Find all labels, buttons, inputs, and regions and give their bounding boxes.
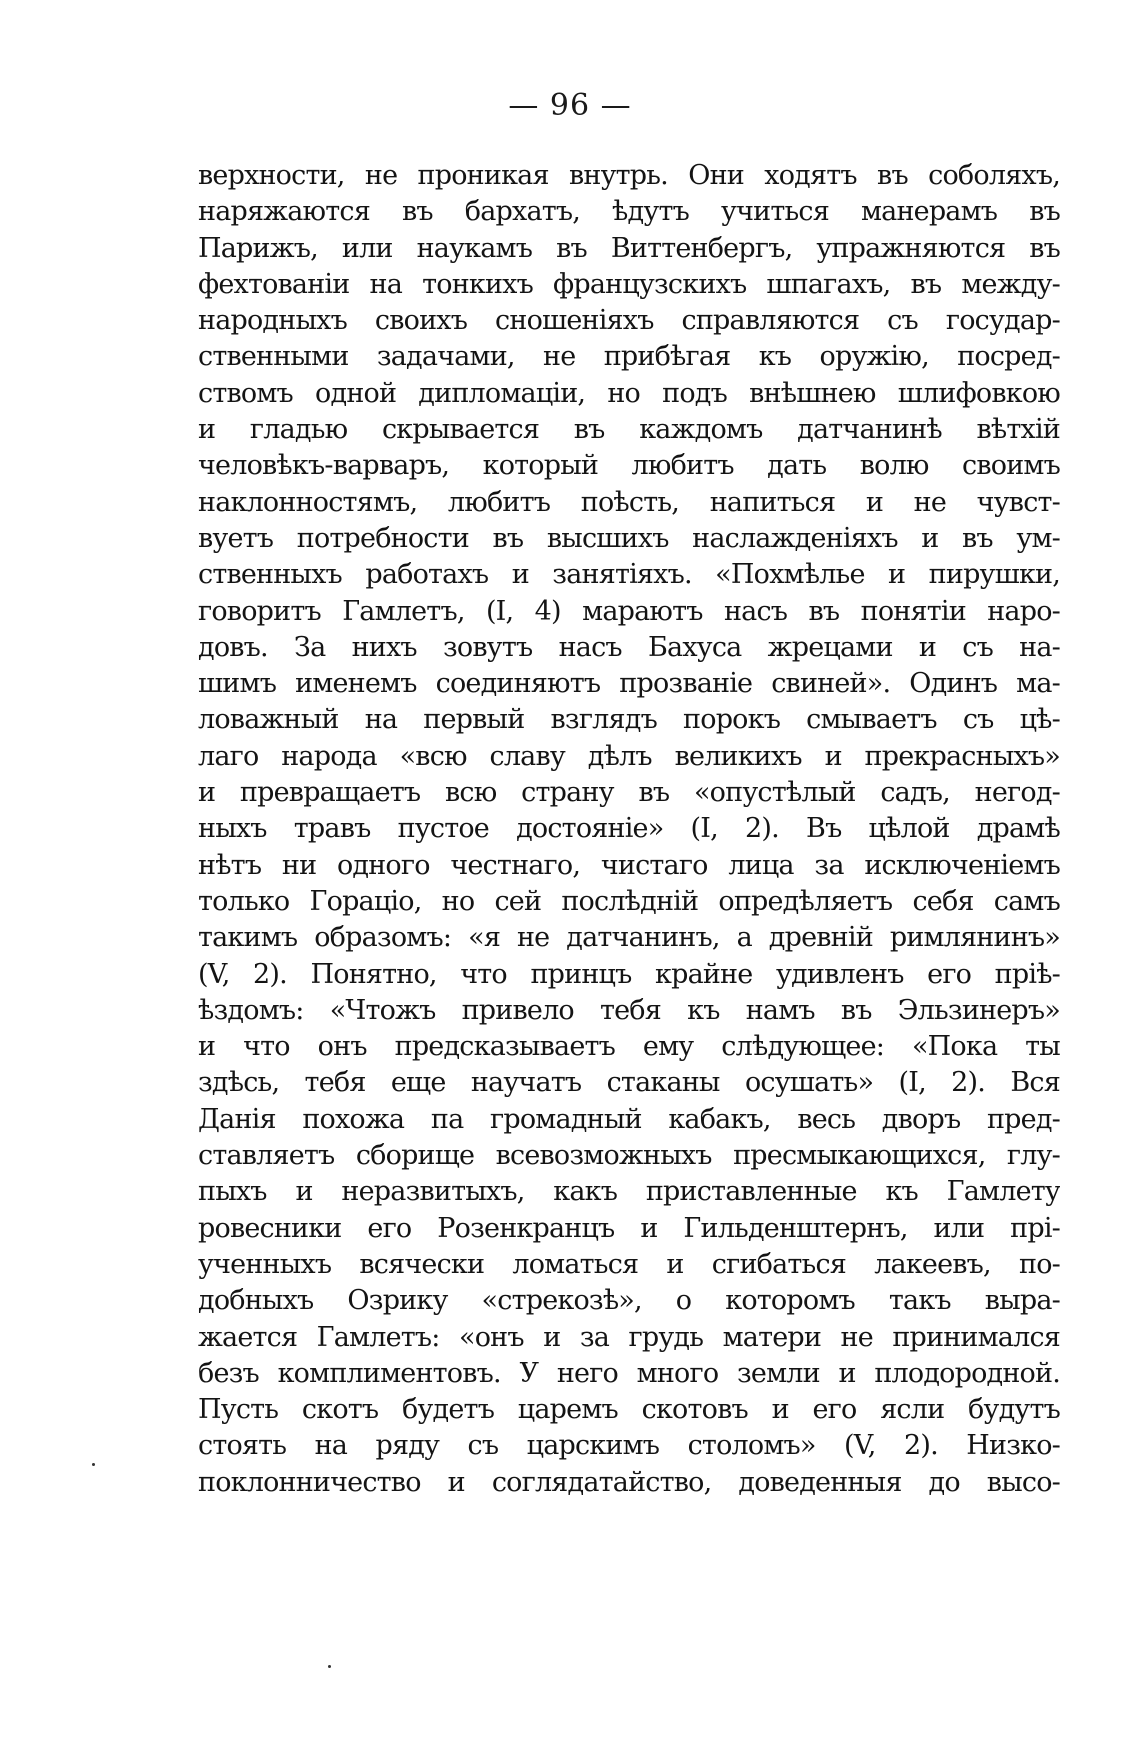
text-line: ствомъ одной дипломаціи, но подъ внѣшнею шлифовкою (198, 377, 1060, 409)
scan-speck (92, 1463, 95, 1466)
text-line: поклонничество и соглядатайство, доведенныя до высо- (198, 1466, 1060, 1498)
text-line: (V, 2). Понятно, что принцъ крайне удивленъ его пріѣ- (198, 958, 1060, 990)
text-line: пыхъ и неразвитыхъ, какъ приставленные къ Гамлету (198, 1176, 1060, 1208)
text-line: Парижъ, или наукамъ въ Виттенбергъ, упражняются въ (198, 232, 1060, 264)
text-line: наряжаются въ бархатъ, ѣдутъ учиться манерамъ въ (198, 196, 1060, 228)
text-line: человѣкъ-варваръ, который любитъ дать волю своимъ (198, 450, 1060, 482)
body-text (198, 158, 1060, 1501)
text-line: ловажный на первый взглядъ порокъ смываетъ съ цѣ- (198, 704, 1060, 736)
text-line: и превращаетъ всю страну въ «опустѣлый садъ, негод- (198, 777, 1060, 809)
text-line: шимъ именемъ соединяютъ прозваніе свиней». Одинъ ма- (198, 668, 1060, 700)
text-line: ѣздомъ: «Чтожъ привело тебя къ намъ въ Эльзинеръ» (198, 994, 1060, 1026)
text-line: жается Гамлетъ: «онъ и за грудь матери не принимался (198, 1321, 1060, 1353)
text-line: добныхъ Озрику «стрекозѣ», о которомъ такъ выра- (198, 1285, 1060, 1317)
text-line: здѣсь, тебя еще научатъ стаканы осушать» (I, 2). Вся (198, 1067, 1060, 1099)
text-line: Пусть скотъ будетъ царемъ скотовъ и его ясли будутъ (198, 1394, 1060, 1426)
text-line: фехтованіи на тонкихъ французскихъ шпагахъ, въ между- (198, 268, 1060, 300)
text-line: ственными задачами, не прибѣгая къ оружію, посред- (198, 341, 1060, 373)
text-line: ственныхъ работахъ и занятіяхъ. «Похмѣлье и пирушки, (198, 559, 1060, 591)
text-line: стоять на ряду съ царскимъ столомъ» (V, 2). Низко- (198, 1430, 1060, 1462)
text-line: только Гораціо, но сей послѣдній опредѣляетъ себя самъ (198, 885, 1060, 917)
text-line: ученныхъ всячески ломаться и сгибаться лакеевъ, по- (198, 1248, 1060, 1280)
text-line: и что онъ предсказываетъ ему слѣдующее: «Пока ты (198, 1031, 1060, 1063)
text-line: ставляетъ сборище всевозможныхъ пресмыкающихся, глу- (198, 1140, 1060, 1172)
text-line: ровесники его Розенкранцъ и Гильденштернъ, или прі- (198, 1212, 1060, 1244)
text-line: вуетъ потребности въ высшихъ наслажденіяхъ и въ ум- (198, 522, 1060, 554)
text-line: народныхъ своихъ сношеніяхъ справляются съ государ- (198, 305, 1060, 337)
text-line: довъ. За нихъ зовутъ насъ Бахуса жрецами и съ на- (198, 631, 1060, 663)
text-line: Данія похожа па громадный кабакъ, весь дворъ пред- (198, 1103, 1060, 1135)
text-line: лаго народа «всю славу дѣлъ великихъ и прекрасныхъ» (198, 740, 1060, 772)
text-line: нѣтъ ни одного честнаго, чистаго лица за исключеніемъ (198, 849, 1060, 881)
text-line: ныхъ травъ пустое достояніе» (I, 2). Въ цѣлой драмѣ (198, 813, 1060, 845)
scan-speck (328, 1665, 331, 1668)
text-line: верхности, не проникая внутрь. Они ходятъ въ соболяхъ, (198, 160, 1060, 191)
text-line: говоритъ Гамлетъ, (I, 4) мараютъ насъ въ понятіи наро- (198, 595, 1060, 627)
text-line: такимъ образомъ: «я не датчанинъ, а древній римлянинъ» (198, 922, 1060, 954)
text-line: наклонностямъ, любитъ поѣсть, напиться и не чувст- (198, 486, 1060, 518)
text-line: безъ комплиментовъ. У него много земли и плодородной. (198, 1357, 1060, 1389)
page-number: — 96 — (508, 88, 632, 123)
text-line: и гладью скрывается въ каждомъ датчанинѣ вѣтхій (198, 414, 1060, 446)
